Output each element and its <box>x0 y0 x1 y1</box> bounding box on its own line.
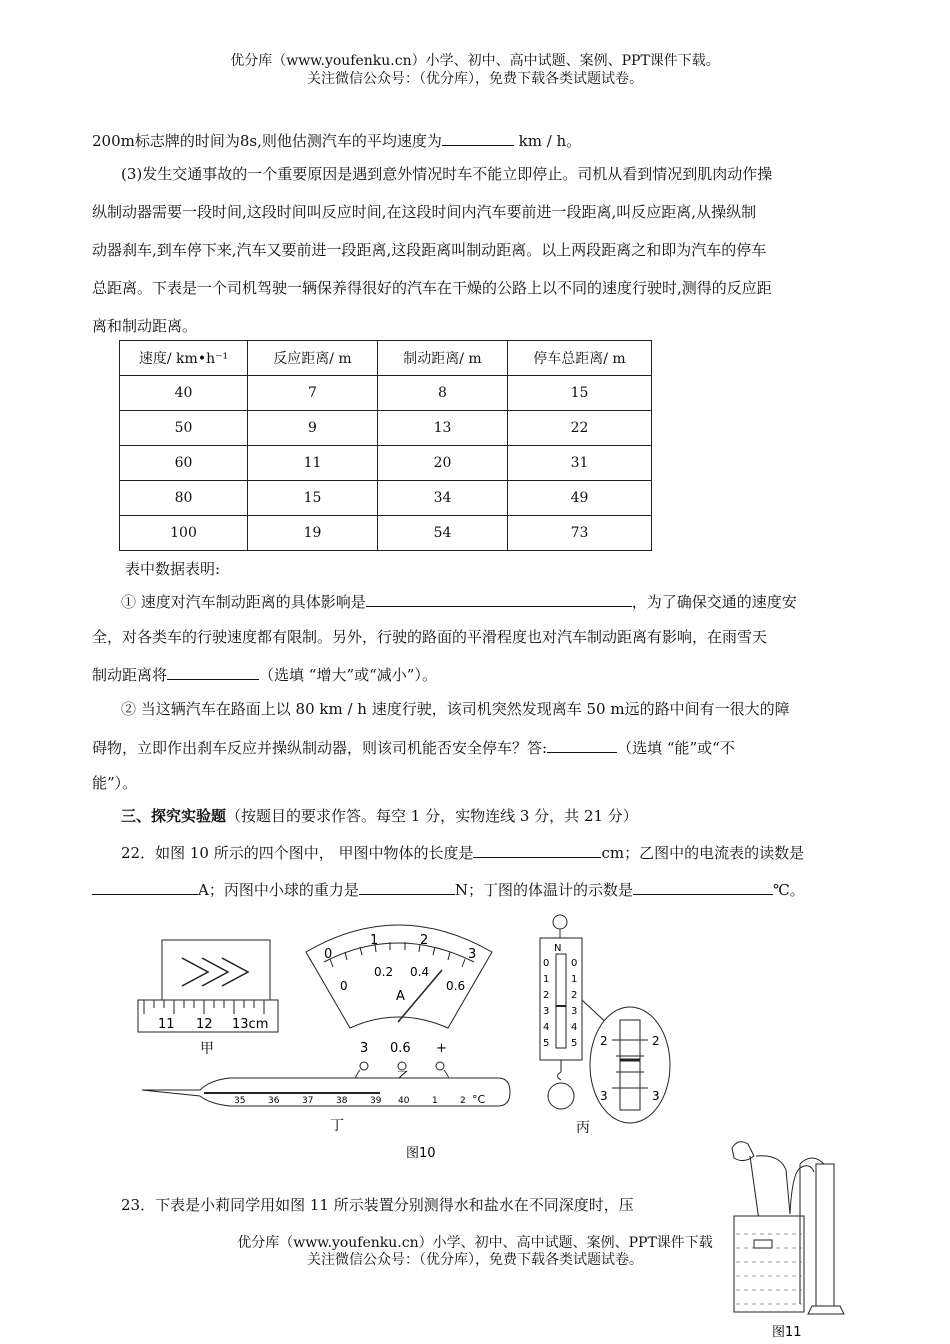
scale-tick-label: 3 <box>543 1006 550 1017</box>
q2-tail: 200m标志牌的时间为8s,则他估测汽车的平均速度为 km / h。 <box>92 132 582 150</box>
scale-tick-label: 2 <box>571 990 578 1001</box>
scale-tick-label: 4 <box>571 1022 578 1033</box>
ammeter-scale-label: 0.6 <box>446 979 466 993</box>
figure-10 <box>130 910 550 1170</box>
ruler-tick-label: 13cm <box>232 1017 269 1032</box>
table-cell: 8 <box>378 376 508 411</box>
terminal-icon <box>436 1062 444 1070</box>
probe-icon <box>754 1240 772 1248</box>
table-cell: 49 <box>508 481 652 516</box>
analysis-item-1: ① 速度对汽车制动距离的具体影响是 ，为了确保交通的速度安 <box>121 593 797 611</box>
table-header: 停车总距离/ m <box>508 341 652 376</box>
thermo-tick-label: 35 <box>234 1096 246 1106</box>
table-cell: 15 <box>508 376 652 411</box>
q22-line-1: 22．如图 10 所示的四个图中， 甲图中物体的长度是 cm；乙图中的电流表的读数是 <box>121 844 805 862</box>
ammeter-scale-label: 0.4 <box>410 965 430 979</box>
ammeter-scale-label: 3 <box>468 947 477 962</box>
thermometer-label: 丁 <box>330 1118 344 1134</box>
spring-scale-diagram <box>520 910 690 1140</box>
scale-tick-label: 1 <box>571 974 578 985</box>
figure-11-caption: 图11 <box>772 1325 802 1340</box>
thermo-tick-label: 39 <box>370 1096 382 1106</box>
figure-10-caption: 图10 <box>406 1146 436 1161</box>
answer-blank-speed-effect[interactable] <box>366 592 632 607</box>
table-cell: 22 <box>508 411 652 446</box>
ammeter-scale-label: 1 <box>370 933 379 948</box>
q3-line-1: (3)发生交通事故的一个重要原因是遇到意外情况时车不能立即停止。司机从看到情况到肌肉动作操 <box>121 165 773 183</box>
table-cell: 9 <box>248 411 378 446</box>
scale-tick-label: 3 <box>571 1006 578 1017</box>
ammeter-diagram <box>306 925 492 1086</box>
table-cell: 60 <box>120 446 248 481</box>
footer-line-2: 关注微信公众号：（优分库），免费下载各类试题试卷。 <box>307 1252 643 1268</box>
table-header: 速度/ km•h⁻¹ <box>120 341 248 376</box>
table-header: 反应距离/ m <box>248 341 378 376</box>
answer-blank-can-stop[interactable] <box>547 738 617 753</box>
table-cell: 40 <box>120 376 248 411</box>
thermo-tick-label: 2 <box>460 1096 466 1106</box>
ruler-tick-label: 11 <box>158 1017 175 1032</box>
zoom-tick-label: 2 <box>652 1034 660 1048</box>
table-row <box>120 446 652 481</box>
answer-blank-gravity[interactable] <box>359 880 455 895</box>
figure-11 <box>720 1134 860 1344</box>
scale-tick-label: 4 <box>543 1022 550 1033</box>
hook-icon <box>558 1072 562 1080</box>
scale-tick-label: 5 <box>571 1038 578 1049</box>
section-3-heading: 三、探究实验题（按题目的要求作答。每空 1 分，实物连线 3 分，共 21 分） <box>121 807 638 825</box>
answer-blank-rain-snow[interactable] <box>167 665 259 680</box>
scale-tick-label: 1 <box>543 974 550 985</box>
analysis-item-2: ② 当这辆汽车在路面上以 80 km / h 速度行驶，该司机突然发现离车 50 m远的路中间有一很大的障 <box>121 700 790 718</box>
thermo-tick-label: 1 <box>432 1096 438 1106</box>
zoom-view <box>590 1007 670 1123</box>
zoom-tick-label: 3 <box>652 1089 660 1103</box>
stopping-distance-table <box>119 340 652 551</box>
ammeter-terminal-label: 0.6 <box>390 1041 411 1056</box>
answer-blank-speed[interactable] <box>442 131 514 146</box>
thermo-tick-label: 36 <box>268 1096 280 1106</box>
header-line-2: 关注微信公众号：（优分库），免费下载各类试题试卷。 <box>307 71 643 87</box>
scale-tick-label: 0 <box>543 958 550 969</box>
table-header: 制动距离/ m <box>378 341 508 376</box>
scale-label: 丙 <box>576 1120 590 1136</box>
analysis-item-2-line-2: 碍物，立即作出刹车反应并操纵制动器，则该司机能否安全停车？答: （选填 “能”或“不 <box>92 739 735 757</box>
table-row <box>120 376 652 411</box>
terminal-icon <box>360 1062 368 1070</box>
ammeter-scale-label: 2 <box>420 933 429 948</box>
table-cell: 34 <box>378 481 508 516</box>
scale-tick-label: 2 <box>543 990 550 1001</box>
ammeter-scale-label: 0 <box>324 947 333 962</box>
table-cell: 7 <box>248 376 378 411</box>
table-cell: 31 <box>508 446 652 481</box>
table-cell: 50 <box>120 411 248 446</box>
answer-blank-length[interactable] <box>473 843 601 858</box>
analysis-item-2-line-3: 能”）。 <box>92 774 138 792</box>
scale-tick-label: 0 <box>571 958 578 969</box>
q3-line-3: 动器刹车,到车停下来,汽车又要前进一段距离,这段距离叫制动距离。以上两段距离之和即为汽车的停车 <box>92 241 767 259</box>
footer-line-1: 优分库（www.youfenku.cn）小学、初中、高中试题、案例、PPT课件下载 <box>237 1235 713 1251</box>
ruler-tick-label: 12 <box>196 1017 213 1032</box>
analysis-intro: 表中数据表明: <box>125 560 221 578</box>
table-cell: 80 <box>120 481 248 516</box>
thermo-tick-label: 37 <box>302 1096 314 1106</box>
thermometer-diagram <box>142 1078 510 1134</box>
answer-blank-temperature[interactable] <box>633 880 773 895</box>
q22-line-2: A；丙图中小球的重力是 N；丁图的体温计的示数是 ℃。 <box>92 880 862 899</box>
ammeter-unit: A <box>396 989 405 1004</box>
header-line-1: 优分库（www.youfenku.cn）小学、初中、高中试题、案例、PPT课件下载。 <box>230 53 720 69</box>
table-row <box>120 481 652 516</box>
thermo-tick-label: 40 <box>398 1096 410 1106</box>
thermo-tick-label: 38 <box>336 1096 348 1106</box>
zoom-tick-label: 2 <box>600 1034 608 1048</box>
ruler-diagram <box>138 940 278 1057</box>
scale-tick-label: 5 <box>543 1038 550 1049</box>
table-cell: 19 <box>248 516 378 551</box>
analysis-item-1-line-2: 全，对各类车的行驶速度都有限制。另外，行驶的路面的平滑程度也对汽车制动距离有影响，在雨雪天 <box>92 628 768 646</box>
terminal-icon <box>398 1062 406 1070</box>
table-row <box>120 411 652 446</box>
table-cell: 73 <box>508 516 652 551</box>
analysis-item-1-line-3: 制动距离将 （选填 “增大”或“减小”）。 <box>92 666 437 684</box>
q3-line-4: 总距离。下表是一个司机驾驶一辆保养得很好的汽车在干燥的公路上以不同的速度行驶时,测得的反应距 <box>92 279 772 297</box>
table-cell: 100 <box>120 516 248 551</box>
ruler-label: 甲 <box>200 1041 214 1057</box>
answer-blank-current[interactable] <box>92 880 198 895</box>
ammeter-scale-label: 0.2 <box>374 965 394 979</box>
table-cell: 54 <box>378 516 508 551</box>
ball-icon <box>548 1083 574 1109</box>
table-row <box>120 516 652 551</box>
ammeter-scale-label: 0 <box>340 979 348 993</box>
ammeter-terminal-label: + <box>436 1041 447 1056</box>
table-header-row <box>120 341 652 376</box>
table-cell: 15 <box>248 481 378 516</box>
scale-unit: N <box>554 943 562 954</box>
table-cell: 20 <box>378 446 508 481</box>
zoom-tick-label: 3 <box>600 1089 608 1103</box>
thermo-unit: °C <box>472 1093 486 1106</box>
q23-text: 23．下表是小莉同学用如图 11 所示装置分别测得水和盐水在不同深度时，压 <box>121 1196 634 1214</box>
q3-line-2: 纵制动器需要一段时间,这段时间叫反应时间,在这段时间内汽车要前进一段距离,叫反应距离,从操纵制 <box>92 203 757 221</box>
ammeter-terminal-label: 3 <box>360 1041 369 1056</box>
table-cell: 11 <box>248 446 378 481</box>
q3-line-5: 离和制动距离。 <box>92 317 198 335</box>
table-cell: 13 <box>378 411 508 446</box>
